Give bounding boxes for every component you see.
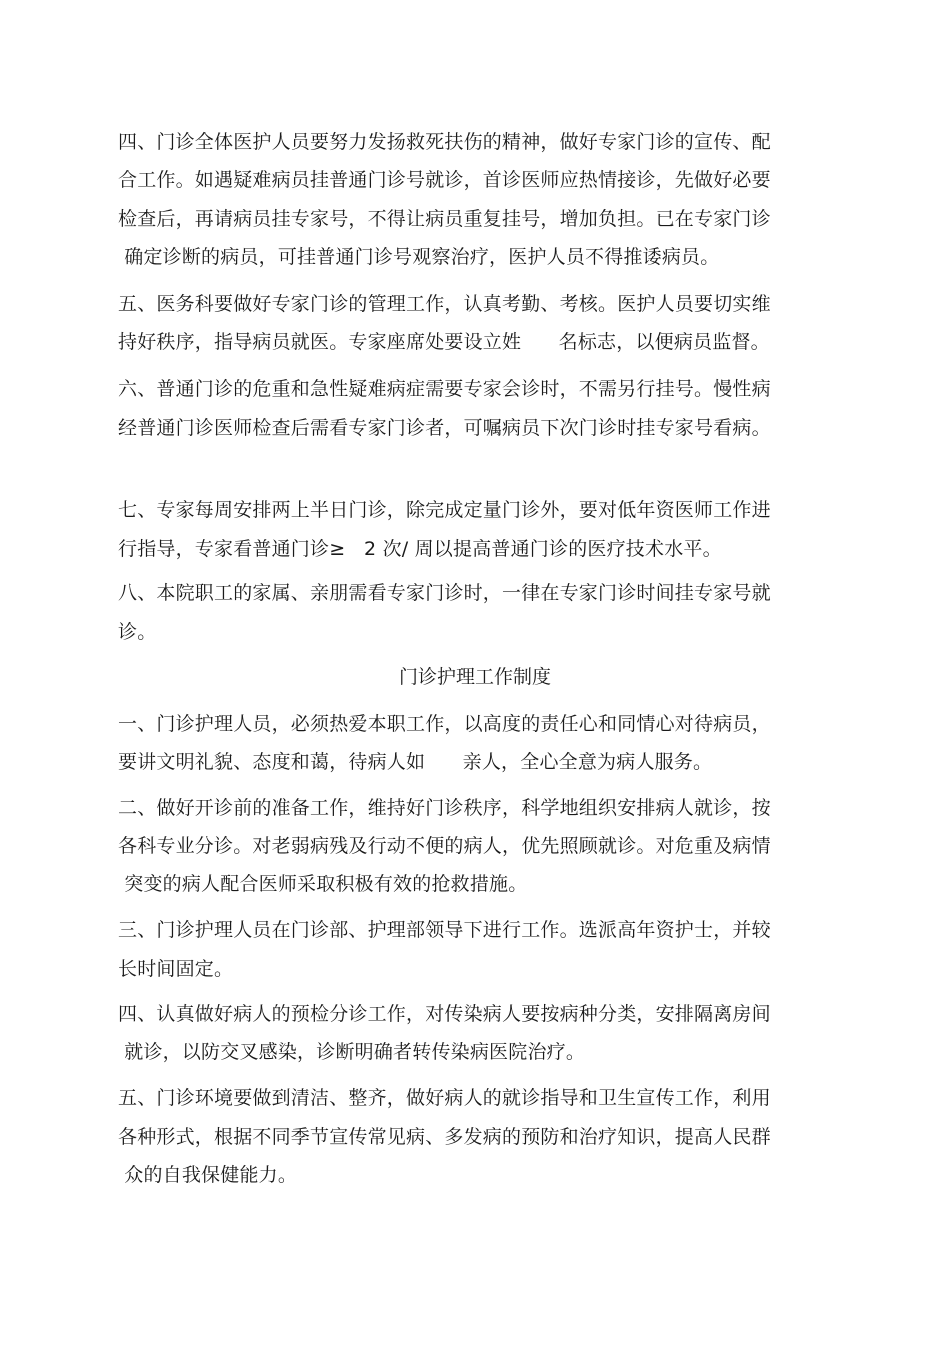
text-line: 确定诊断的病员，可挂普通门诊号观察治疗，医护人员不得推诿病员。 — [118, 246, 720, 268]
text-line: 诊。 — [118, 621, 157, 643]
text-line: 行指导，专家看普通门诊≥ 2 次/ 周以提高普通门诊的医疗技术水平。 — [118, 538, 722, 560]
text-line: 各科专业分诊。对老弱病残及行动不便的病人，优先照顾就诊。对危重及病情 — [118, 835, 771, 857]
text-line: 五、门诊环境要做到清洁、整齐，做好病人的就诊指导和卫生宣传工作，利用 — [118, 1087, 771, 1109]
text-line: 合工作。如遇疑难病员挂普通门诊号就诊，首诊医师应热情接诊，先做好必要 — [118, 169, 771, 191]
text-line: 众的自我保健能力。 — [118, 1164, 298, 1186]
text-line: 检查后，再请病员挂专家号，不得让病员重复挂号，增加负担。已在专家门诊 — [118, 208, 771, 230]
text-line: 各种形式，根据不同季节宣传常见病、多发病的预防和治疗知识，提高人民群 — [118, 1126, 771, 1148]
text-line: 二、做好开诊前的准备工作，维持好门诊秩序，科学地组织安排病人就诊，按 — [118, 797, 771, 819]
text-line: 持好秩序，指导病员就医。专家座席处要设立姓 名标志，以便病员监督。 — [118, 331, 770, 353]
text-line: 八、本院职工的家属、亲朋需看专家门诊时，一律在专家门诊时间挂专家号就 — [118, 582, 771, 604]
text-line: 一、门诊护理人员，必须热爱本职工作，以高度的责任心和同情心对待病员， — [118, 713, 771, 735]
text-line: 四、门诊全体医护人员要努力发扬救死扶伤的精神，做好专家门诊的宣传、配 — [118, 131, 771, 153]
text-line: 五、医务科要做好专家门诊的管理工作，认真考勤、考核。医护人员要切实维 — [118, 293, 771, 315]
text-line: 七、专家每周安排两上半日门诊，除完成定量门诊外，要对低年资医师工作进 — [118, 499, 771, 521]
text-line: 四、认真做好病人的预检分诊工作，对传染病人要按病种分类，安排隔离房间 — [118, 1003, 771, 1025]
text-line: 经普通门诊医师检查后需看专家门诊者，可嘱病员下次门诊时挂专家号看病。 — [118, 417, 771, 439]
text-line: 要讲文明礼貌、态度和蔼，待病人如 亲人，全心全意为病人服务。 — [118, 751, 713, 773]
text-line: 就诊，以防交叉感染，诊断明确者转传染病医院治疗。 — [118, 1041, 586, 1063]
text-line: 三、门诊护理人员在门诊部、护理部领导下进行工作。选派高年资护士，并较 — [118, 919, 771, 941]
text-line: 六、普通门诊的危重和急性疑难病症需要专家会诊时，不需另行挂号。慢性病 — [118, 378, 771, 400]
text-line: 长时间固定。 — [118, 958, 234, 980]
text-line: 突变的病人配合医师采取积极有效的抢救措施。 — [118, 873, 528, 895]
section-title: 门诊护理工作制度 — [398, 666, 551, 688]
